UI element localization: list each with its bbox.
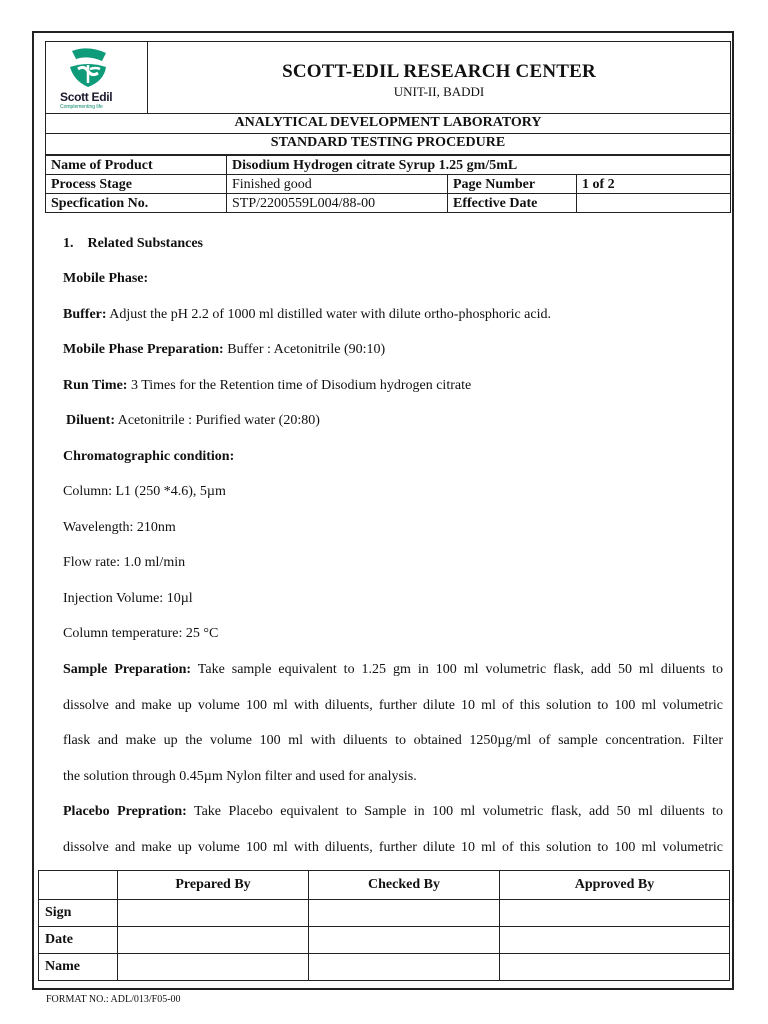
name-checked-cell[interactable] — [309, 954, 500, 981]
date-row-label: Date — [39, 927, 118, 954]
sample-prep-line-4: the solution through 0.45µm Nylon filter and used for analysis. — [63, 769, 417, 784]
signoff-corner — [39, 871, 118, 900]
page-number-label: Page Number — [448, 175, 577, 194]
name-row-label: Name — [39, 954, 118, 981]
header-title-cell — [148, 42, 730, 113]
buffer-text: Adjust the pH 2.2 of 1000 ml distilled water with dilute ortho-phosphoric acid. — [106, 307, 551, 322]
mobile-phase-heading: Mobile Phase: — [63, 271, 149, 286]
signoff-table — [38, 870, 730, 981]
name-prepared-cell[interactable] — [118, 954, 309, 981]
logo — [46, 42, 148, 113]
sample-prep-line-2: dissolve and make up volume 100 ml with diluents, further dilute 10 ml of this solution to 100 ml volumetric — [63, 698, 723, 713]
injection-volume-line: Injection Volume: 10µl — [63, 591, 193, 606]
column-line: Column: L1 (250 *4.6), 5µm — [63, 484, 226, 499]
product-value: Disodium Hydrogen citrate Syrup 1.25 gm/5mL — [227, 156, 731, 175]
spec-value: STP/2200559L004/88-00 — [227, 194, 448, 213]
checked-by-header: Checked By — [309, 871, 500, 900]
sign-row-label: Sign — [39, 900, 118, 927]
mobile-phase-prep-label: Mobile Phase Preparation: — [63, 342, 224, 357]
effective-date-value — [577, 194, 731, 213]
placebo-prep-line-2: dissolve and make up volume 100 ml with diluents, further dilute 10 ml of this solution to 100 ml volumetric — [63, 840, 723, 855]
section-number: 1. — [63, 236, 74, 251]
run-time-line — [63, 378, 471, 394]
sample-prep-line-3: flask and make up the volume 100 ml with diluents to obtained 1250µg/ml of sample concentration. Filter — [63, 733, 723, 748]
date-prepared-cell[interactable] — [118, 927, 309, 954]
scott-edil-logo-icon — [66, 47, 110, 89]
page-number-value: 1 of 2 — [577, 175, 731, 194]
wavelength-line: Wavelength: 210nm — [63, 520, 176, 535]
placebo-prep-line-1 — [63, 804, 723, 820]
sample-prep-label: Sample Preparation: — [63, 662, 192, 677]
stage-value: Finished good — [227, 175, 448, 194]
name-approved-cell[interactable] — [500, 954, 730, 981]
sign-approved-cell[interactable] — [500, 900, 730, 927]
buffer-label: Buffer: — [63, 307, 107, 322]
diluent-text: Acetonitrile : Purified water (20:80) — [115, 413, 320, 428]
flow-rate-line: Flow rate: 1.0 ml/min — [63, 555, 186, 570]
document-header — [45, 41, 731, 114]
product-label: Name of Product — [46, 156, 227, 175]
section-title: Related Substances — [87, 236, 204, 251]
date-approved-cell[interactable] — [500, 927, 730, 954]
lab-name: ANALYTICAL DEVELOPMENT LABORATORY — [45, 114, 731, 134]
run-time-text: 3 Times for the Retention time of Disodium hydrogen citrate — [127, 378, 472, 393]
spec-label: Specfication No. — [46, 194, 227, 213]
mobile-phase-prep-text: Buffer : Acetonitrile (90:10) — [223, 342, 386, 357]
organization-name: SCOTT-EDIL RESEARCH CENTER — [282, 61, 596, 82]
approved-by-header: Approved By — [500, 871, 730, 900]
column-temperature-line: Column temperature: 25 °C — [63, 626, 219, 641]
format-number: FORMAT NO.: ADL/013/F05-00 — [46, 994, 181, 1005]
section-heading — [63, 236, 203, 252]
sign-checked-cell[interactable] — [309, 900, 500, 927]
chromatographic-heading: Chromatographic condition: — [63, 449, 235, 464]
prepared-by-header: Prepared By — [118, 871, 309, 900]
buffer-line — [63, 307, 551, 323]
placebo-prep-text-1: Take Placebo equivalent to Sample in 100 ml volumetric flask, add 50 ml diluents to — [186, 804, 723, 819]
run-time-label: Run Time: — [63, 378, 128, 393]
effective-date-label: Effective Date — [448, 194, 577, 213]
document-type: STANDARD TESTING PROCEDURE — [45, 134, 731, 155]
date-checked-cell[interactable] — [309, 927, 500, 954]
unit-name: UNIT-II, BADDI — [393, 84, 485, 99]
brand-tagline: Complementing life — [60, 104, 103, 110]
sample-prep-line-1 — [63, 662, 723, 678]
placebo-prep-label: Placebo Prepration: — [63, 804, 187, 819]
sample-prep-text-1: Take sample equivalent to 1.25 gm in 100 ml volumetric flask, add 50 ml diluents to — [191, 662, 723, 677]
sign-prepared-cell[interactable] — [118, 900, 309, 927]
diluent-label: Diluent: — [66, 413, 115, 428]
stage-label: Process Stage — [46, 175, 227, 194]
mobile-phase-prep-line — [63, 342, 385, 358]
diluent-line — [66, 413, 320, 429]
product-info-table — [45, 155, 731, 213]
brand-name: Scott Edil — [60, 90, 113, 104]
